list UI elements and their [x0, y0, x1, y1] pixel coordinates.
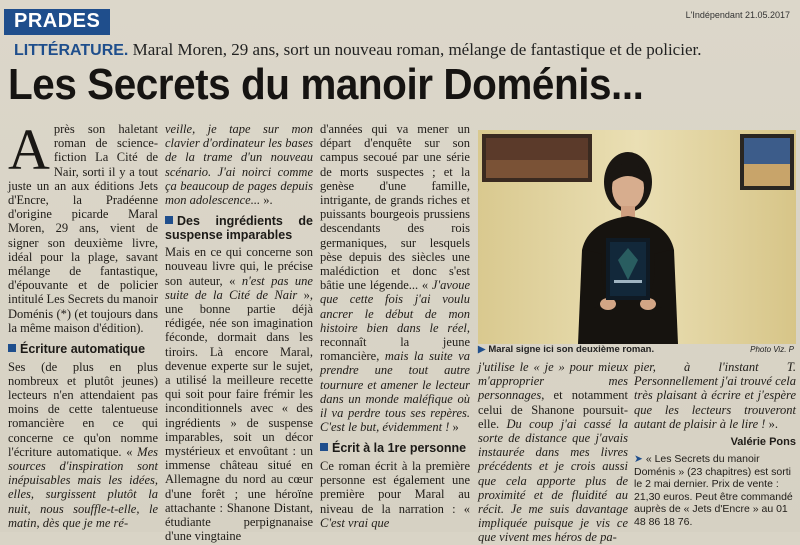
deck-text: Maral Moren, 29 ans, sort un nouveau roman, mélange de fantastique et de policier.: [128, 40, 702, 59]
body-text: ».: [260, 193, 273, 208]
quote-text: J'avoue que cette fois j'ai voulu ancrer le début de mon histoire bien dans le réel: [320, 278, 470, 335]
intro-text: près son haletant roman de science-fiction La Cité de Nair, sorti il y a tout juste un an aux éditions Jets d'Encre, la Pradéenne d'origine picarde Maral Moren, 29 ans, vient de signer son deuxième livre, idéal pour la plage, savant mélange de fantastique, d'épouvante et de policier intitulé Les Secrets du manoir Doménis (*) (et toujours dans la même maison d'édition).: [8, 122, 158, 335]
photo-caption: [478, 344, 796, 358]
body-text: »: [449, 420, 459, 435]
article-column-2: [165, 122, 314, 544]
rubric-label: LITTÉRATURE.: [14, 42, 129, 59]
body-text: Ses (de plus en plus nombreux et plutôt jeunes) lecteurs n'en attendaient pas moins de cette talentueuse romancière en ce qui concerne ce qu'on nomme l'écriture automatique. «: [8, 359, 158, 459]
dateline: L'Indépendant 21.05.2017: [685, 10, 790, 20]
caption-arrow-icon: ▶: [478, 344, 486, 355]
subhead-premiere-personne: [320, 442, 470, 456]
subhead-ecriture: [8, 343, 158, 357]
square-bullet-icon: [320, 443, 328, 451]
quote-text: pier, à l'instant T. Personnellement j'ai trouvé cela très plaisant à écrire et j'espère que les lecteurs trouveront autant de plaisir à le lire !: [634, 360, 796, 431]
author-signature: Valérie Pons: [730, 436, 796, 449]
quote-text: j'utilise le « je » pour mieux m'approprier mes personnages: [478, 360, 628, 403]
subhead-ingredients: [165, 215, 313, 242]
info-text: « Les Secrets du manoir Doménis » (23 chapitres) est sorti le 2 mai dernier. Prix de vente : 21,30 euros. Peut être commandé auprès de « Jets d'Encre » au 01 48 86 18 76.: [634, 453, 793, 528]
article-column-1: [8, 117, 158, 532]
dropcap: A: [8, 117, 50, 182]
paragraph: [8, 360, 158, 530]
paragraph: [478, 360, 628, 545]
body-text: , reconnaît la jeune romancière,: [320, 320, 470, 364]
photo-illustration: [478, 130, 796, 344]
intro-paragraph: [8, 117, 158, 335]
subhead-label: Écrit à la 1re personne: [332, 441, 467, 456]
article-column-3: [320, 122, 470, 532]
article-column-4: [478, 360, 628, 545]
section-tag: PRADES: [4, 9, 110, 35]
body-text: Mais en ce qui concerne son nouveau livre qui, le précise son auteur, «: [165, 245, 313, 288]
book-info-box: [634, 453, 796, 528]
body-text: d'années qui va mener un départ d'enquête sur son campus secoué par une série de morts suspectes ; et la genèse d'une famille, intrigante, de grands riches et puissants bourgeois prussiens descendants des rois germaniques, sur lesquels pèse depuis des siècles une malédiction et donc s'est bâtie une légende... «: [320, 122, 470, 293]
quote-text: Mes sources d'inspiration sont inépuisables mais les idées, elles, surgissent plutôt la nuit, nous souffle-t-elle, le matin, dès que je me ré-: [8, 444, 158, 530]
paragraph: [320, 122, 470, 434]
square-bullet-icon: [8, 344, 16, 352]
kicker: [14, 40, 794, 60]
author-photo: [478, 130, 796, 344]
subhead-label: Écriture automatique: [20, 342, 146, 357]
body-text: ».: [765, 416, 778, 431]
article-column-5: [634, 360, 796, 532]
quote-text: veille, je tape sur mon clavier d'ordinateur les bases de la trame d'un nouveau scénario. J'ai noirci comme ça beaucoup de pages depuis mon adolescence...: [165, 122, 313, 208]
body-text: , et notamment celui de Shanone poursuit-elle.: [478, 388, 628, 431]
quote-text: C'est vrai que: [320, 515, 390, 530]
body-text: Ce roman écrit à la première personne est également une première pour Maral au niveau de la narration : «: [320, 458, 470, 516]
paragraph: [634, 360, 796, 431]
body-text: », une bonne partie déjà rédigée, née son imagination féconde, dormait dans les tiroirs. Là encore Maral, devenue experte sur le sujet, a utilisé la meilleure recette qui soit pour faire frémir les inconditionnels avec « des ingrédients » de suspense imparables, soit un décor mystérieux et envoûtant : un immense château situé en Allemagne du nord au cœur d'une forêt ; une héroïne attachante : Shanone Distant, étudiante perpignanaise d'une vingtaine: [165, 287, 314, 544]
quote-text: mais la suite va prendre une tout autre tournure et amener le lecteur dans un monde maléfique où il va perdre tous ses repères. C'est le but, évidemment !: [320, 349, 471, 435]
quote-text: n'est pas une suite de la Cité de Nair: [165, 273, 313, 302]
triangle-bullet-icon: ➤: [634, 453, 643, 466]
paragraph: [320, 459, 470, 530]
photo-credit: Photo Viz. P: [750, 345, 794, 354]
paragraph: [165, 122, 313, 207]
quote-text: Du coup j'ai cassé la sorte de distance que j'avais instaurée dans mes livres précédents et je crois aussi que cela apporte plus de proximité et de fluidité au récit. Je me suis davantage impliquée puisque je vis ce que vivent mes héros de pa-: [478, 416, 628, 545]
square-bullet-icon: [165, 216, 173, 224]
paragraph: [165, 245, 313, 543]
caption-text: Maral signe ici son deuxième roman.: [488, 344, 655, 355]
subhead-label: Des ingrédients de suspense imparables: [165, 214, 313, 242]
headline: Les Secrets du manoir Doménis...: [8, 60, 644, 109]
